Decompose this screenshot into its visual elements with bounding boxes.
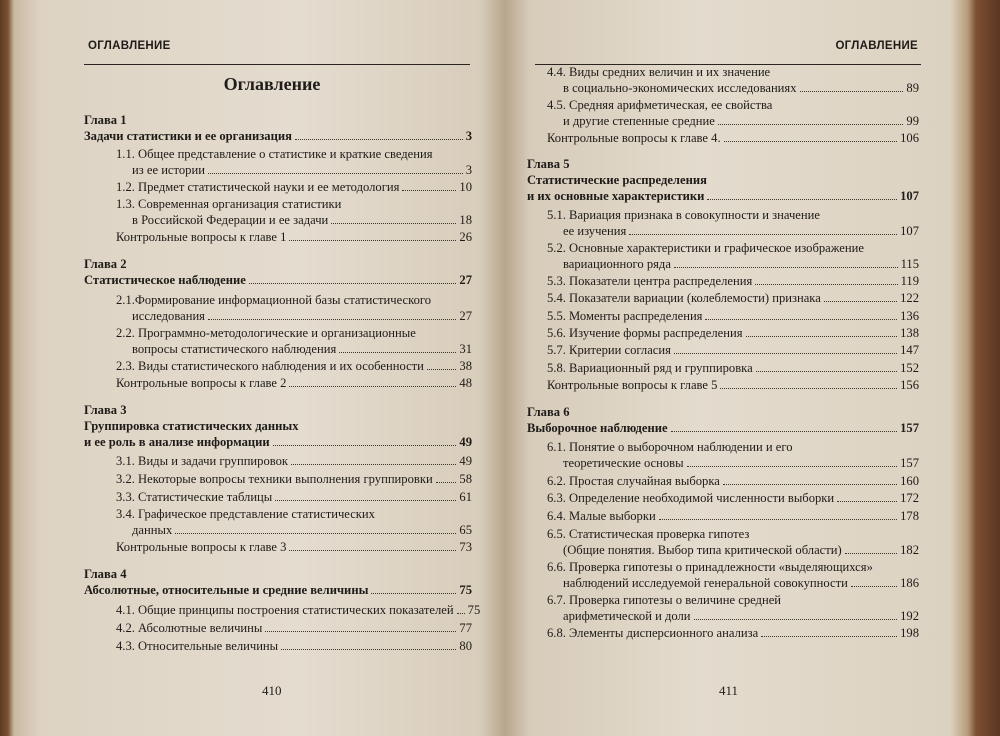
toc-title: Оглавление — [223, 74, 321, 94]
toc-entry-title: 2.3. Виды статистического наблюдения и их особенности — [116, 359, 424, 373]
toc-entry-page: 10 — [459, 180, 472, 194]
toc-entry-title: 3.4. Графическое представление статистических — [116, 507, 375, 521]
toc-entry-title: и ее роль в анализе информации — [84, 435, 270, 449]
toc-entry-title: ее изучения — [563, 224, 627, 238]
toc-entry — [527, 188, 919, 204]
toc-entry — [563, 223, 919, 239]
dot-leader — [265, 631, 456, 632]
toc-entry-page: 26 — [459, 230, 472, 244]
dot-leader — [331, 223, 456, 224]
toc-entry — [547, 592, 781, 608]
dot-leader — [208, 173, 463, 174]
toc-entry — [116, 602, 481, 618]
toc-entry — [116, 638, 472, 654]
toc-entry-title: Абсолютные, относительные и средние величины — [84, 583, 369, 597]
dot-leader — [289, 550, 456, 551]
toc-entry-title: 6.5. Статистическая проверка гипотез — [547, 527, 750, 541]
toc-entry — [527, 156, 570, 172]
toc-entry-title: 4.4. Виды средних величин и их значение — [547, 65, 771, 79]
toc-entry — [547, 559, 873, 575]
toc-entry — [547, 240, 864, 256]
toc-entry-title: Контрольные вопросы к главе 3 — [116, 540, 287, 554]
dot-leader — [694, 619, 898, 620]
toc-entry-page: 136 — [900, 309, 919, 323]
toc-entry-page: 138 — [900, 326, 919, 340]
toc-entry-page: 157 — [900, 456, 919, 470]
toc-entry — [116, 506, 375, 522]
dot-leader — [273, 445, 457, 446]
toc-entry — [547, 439, 793, 455]
dot-leader — [339, 352, 456, 353]
toc-entry-page: 48 — [459, 376, 472, 390]
toc-entry-page: 119 — [900, 274, 919, 288]
dot-leader — [755, 284, 897, 285]
toc-entry-title: 4.2. Абсолютные величины — [116, 621, 263, 635]
toc-entry-title: 2.1.Формирование информационной базы статистического — [116, 293, 432, 307]
dot-leader — [724, 141, 898, 142]
toc-entry — [547, 325, 919, 341]
toc-entry — [84, 434, 472, 450]
toc-entry-title: Контрольные вопросы к главе 5 — [547, 378, 718, 392]
toc-entries-left — [72, 0, 481, 736]
toc-entry-page: 75 — [467, 603, 481, 617]
toc-entry-title: 6.6. Проверка гипотезы о принадлежности «выделяющихся» — [547, 560, 873, 574]
toc-entry-page: 49 — [459, 454, 472, 468]
toc-entry — [132, 522, 472, 538]
toc-entry-page: 122 — [900, 291, 919, 305]
toc-entry-page: 49 — [459, 435, 472, 449]
toc-entry-page: 192 — [900, 609, 919, 623]
toc-entry-title: Глава 2 — [84, 257, 127, 271]
toc-entry-page: 172 — [900, 491, 919, 505]
toc-entry-title: 5.2. Основные характеристики и графическое изображение — [547, 241, 864, 255]
toc-entry — [563, 256, 919, 272]
dot-leader — [295, 139, 463, 140]
toc-entry — [547, 360, 919, 376]
toc-entry — [563, 608, 919, 624]
toc-entry — [84, 256, 127, 272]
dot-leader — [756, 371, 897, 372]
toc-entry — [84, 272, 472, 288]
toc-entry — [116, 489, 472, 505]
dot-leader — [371, 593, 456, 594]
toc-entry — [563, 455, 919, 471]
toc-entry-page: 38 — [459, 359, 472, 373]
dot-leader — [674, 353, 897, 354]
toc-entry — [527, 404, 570, 420]
toc-entry-title: 5.5. Моменты распределения — [547, 309, 703, 323]
dot-leader — [718, 124, 904, 125]
toc-entry — [547, 508, 919, 524]
toc-entry-title: Группировка статистических данных — [84, 419, 299, 433]
toc-entry-title: 3.1. Виды и задачи группировок — [116, 454, 289, 468]
dot-leader — [629, 234, 897, 235]
toc-entry-page: 107 — [900, 224, 919, 238]
toc-entry-page: 107 — [900, 189, 919, 203]
toc-entry-title: Контрольные вопросы к главе 4. — [547, 131, 721, 145]
dot-leader — [837, 501, 897, 502]
dot-leader — [275, 500, 456, 501]
toc-entry-page: 3 — [465, 163, 472, 177]
toc-entry-page: 182 — [900, 543, 919, 557]
toc-entry — [563, 542, 919, 558]
dot-leader — [289, 240, 456, 241]
toc-entry-page: 65 — [459, 523, 472, 537]
dot-leader — [249, 283, 457, 284]
toc-entry-page: 160 — [900, 474, 919, 488]
toc-entry-page: 75 — [459, 583, 472, 597]
dot-leader — [707, 199, 897, 200]
toc-entry-title: Выборочное наблюдение — [527, 421, 668, 435]
toc-entry-title: 5.3. Показатели центра распределения — [547, 274, 753, 288]
toc-entry-title: 3.3. Статистические таблицы — [116, 490, 273, 504]
dot-leader — [800, 91, 904, 92]
toc-entry-page: 58 — [459, 472, 472, 486]
page-number-right: 411 — [719, 683, 739, 698]
toc-entry-title: 6.1. Понятие о выборочном наблюдении и его — [547, 440, 793, 454]
toc-entry — [547, 473, 919, 489]
toc-entry-title: из ее истории — [132, 163, 205, 177]
dot-leader — [687, 466, 898, 467]
toc-entry-title: вариационного ряда — [563, 257, 671, 271]
toc-entry-title: 6.3. Определение необходимой численности выборки — [547, 491, 835, 505]
toc-entry — [132, 212, 472, 228]
toc-entry-title: 1.1. Общее представление о статистике и краткие сведения — [116, 147, 433, 161]
dot-leader — [761, 636, 897, 637]
toc-entry-page: 73 — [459, 540, 472, 554]
toc-entry — [116, 179, 472, 195]
toc-entry-title: 6.4. Малые выборки — [547, 509, 656, 523]
dot-leader — [723, 484, 897, 485]
dot-leader — [175, 533, 456, 534]
toc-entry — [547, 290, 919, 306]
toc-entry — [84, 128, 472, 144]
toc-entry — [563, 113, 919, 129]
dot-leader — [457, 613, 465, 614]
toc-entry — [547, 342, 919, 358]
toc-entry-title: (Общие понятия. Выбор типа критической области) — [563, 543, 842, 557]
page-number-left: 410 — [262, 683, 282, 698]
dot-leader — [402, 190, 456, 191]
toc-entry — [116, 325, 416, 341]
toc-entry-title: Контрольные вопросы к главе 1 — [116, 230, 287, 244]
dot-leader — [659, 519, 897, 520]
toc-entry — [116, 620, 472, 636]
toc-entry — [116, 292, 431, 308]
dot-leader — [427, 369, 457, 370]
toc-entry-title: и другие степенные средние — [563, 114, 715, 128]
toc-entry — [563, 575, 919, 591]
toc-entry-title: 4.5. Средняя арифметическая, ее свойства — [547, 98, 773, 112]
toc-entry-page: 61 — [459, 490, 472, 504]
toc-entry — [132, 308, 472, 324]
toc-entry — [547, 130, 919, 146]
toc-entry-page: 178 — [900, 509, 919, 523]
toc-entry-title: арифметической и доли — [563, 609, 691, 623]
toc-entry-title: данных — [132, 523, 173, 537]
toc-entry — [84, 112, 127, 128]
toc-entry — [116, 196, 341, 212]
toc-entry — [84, 582, 472, 598]
toc-entry-title: в социально-экономических исследованиях — [563, 81, 797, 95]
toc-entry-title: Статистическое наблюдение — [84, 273, 246, 287]
dot-leader — [845, 553, 897, 554]
toc-entry-title: Глава 3 — [84, 403, 127, 417]
toc-entry — [547, 64, 770, 80]
toc-entry-title: исследования — [132, 309, 205, 323]
toc-entry-page: 198 — [900, 626, 919, 640]
dot-leader — [289, 386, 456, 387]
toc-entry-page: 27 — [459, 309, 472, 323]
toc-entry — [547, 490, 919, 506]
dot-leader — [746, 336, 898, 337]
toc-entry — [547, 273, 919, 289]
toc-entry — [116, 453, 472, 469]
toc-entry-title: Задачи статистики и ее организация — [84, 129, 292, 143]
toc-entry-title: 4.3. Относительные величины — [116, 639, 279, 653]
dot-leader — [824, 301, 897, 302]
toc-entry — [116, 539, 472, 555]
toc-entries-right — [527, 0, 922, 736]
toc-entry-title: вопросы статистического наблюдения — [132, 342, 337, 356]
toc-entry-title: Статистические распределения — [527, 173, 707, 187]
toc-entry-title: 5.6. Изучение формы распределения — [547, 326, 743, 340]
toc-entry — [527, 420, 919, 436]
toc-entry-page: 3 — [465, 129, 472, 143]
toc-entry-title: теоретические основы — [563, 456, 684, 470]
toc-entry — [84, 566, 127, 582]
toc-entry-title: 1.2. Предмет статистической науки и ее методология — [116, 180, 400, 194]
toc-entry-title: 5.7. Критерии согласия — [547, 343, 671, 357]
toc-entry — [84, 402, 127, 418]
toc-entry-title: наблюдений исследуемой генеральной совокупности — [563, 576, 848, 590]
toc-entry — [547, 207, 820, 223]
toc-entry-title: и их основные характеристики — [527, 189, 705, 203]
toc-entry-title: 6.7. Проверка гипотезы о величине средней — [547, 593, 782, 607]
toc-entry-page: 31 — [459, 342, 472, 356]
toc-entry — [547, 97, 772, 113]
running-header-right: ОГЛАВЛЕНИЕ — [835, 40, 918, 52]
toc-entry — [547, 308, 919, 324]
dot-leader — [671, 431, 898, 432]
dot-leader — [436, 482, 457, 483]
toc-entry — [116, 229, 472, 245]
toc-entry-page: 77 — [459, 621, 472, 635]
toc-entry — [547, 526, 749, 542]
toc-entry-page: 27 — [459, 273, 472, 287]
toc-entry — [132, 162, 472, 178]
right-page — [527, 0, 922, 736]
toc-entry-page: 147 — [900, 343, 919, 357]
toc-entry-title: в Российской Федерации и ее задачи — [132, 213, 329, 227]
toc-entry-title: 3.2. Некоторые вопросы техники выполнения группировки — [116, 472, 433, 486]
running-header-left: ОГЛАВЛЕНИЕ — [88, 40, 171, 52]
toc-entry-page: 152 — [900, 361, 919, 375]
toc-entry — [547, 377, 919, 393]
toc-entry-title: Глава 1 — [84, 113, 127, 127]
toc-entry — [563, 80, 919, 96]
dot-leader — [851, 586, 897, 587]
toc-entry-page: 18 — [459, 213, 472, 227]
toc-entry — [116, 375, 472, 391]
toc-entry-title: 4.1. Общие принципы построения статистических показателей — [116, 603, 454, 617]
toc-entry-page: 80 — [459, 639, 472, 653]
toc-entry — [116, 471, 472, 487]
toc-entry-title: 1.3. Современная организация статистики — [116, 197, 342, 211]
toc-entry-page: 157 — [900, 421, 919, 435]
toc-entry-title: 6.2. Простая случайная выборка — [547, 474, 720, 488]
toc-entry-page: 106 — [900, 131, 919, 145]
toc-entry — [547, 625, 919, 641]
toc-entry — [84, 418, 299, 434]
toc-entry-title: Глава 6 — [527, 405, 570, 419]
toc-entry-page: 99 — [906, 114, 919, 128]
dot-leader — [720, 388, 897, 389]
dot-leader — [705, 319, 897, 320]
toc-entry-title: Контрольные вопросы к главе 2 — [116, 376, 287, 390]
dot-leader — [291, 464, 456, 465]
toc-entry-title: Глава 5 — [527, 157, 570, 171]
toc-entry-title: 5.4. Показатели вариации (колеблемости) признака — [547, 291, 821, 305]
dot-leader — [674, 267, 898, 268]
toc-entry-title: 2.2. Программно-методологические и организационные — [116, 326, 416, 340]
toc-entry-page: 186 — [900, 576, 919, 590]
dot-leader — [281, 649, 456, 650]
toc-entry — [116, 358, 472, 374]
toc-entry — [132, 341, 472, 357]
toc-entry — [116, 146, 433, 162]
toc-entry-title: Глава 4 — [84, 567, 127, 581]
dot-leader — [208, 319, 456, 320]
toc-entry-page: 156 — [900, 378, 919, 392]
toc-entry-page: 89 — [906, 81, 919, 95]
left-page — [72, 0, 481, 736]
toc-entry-title: 6.8. Элементы дисперсионного анализа — [547, 626, 759, 640]
toc-entry-title: 5.1. Вариация признака в совокупности и значение — [547, 208, 820, 222]
toc-entry — [527, 172, 707, 188]
toc-entry-page: 115 — [900, 257, 919, 271]
toc-entry-title: 5.8. Вариационный ряд и группировка — [547, 361, 753, 375]
